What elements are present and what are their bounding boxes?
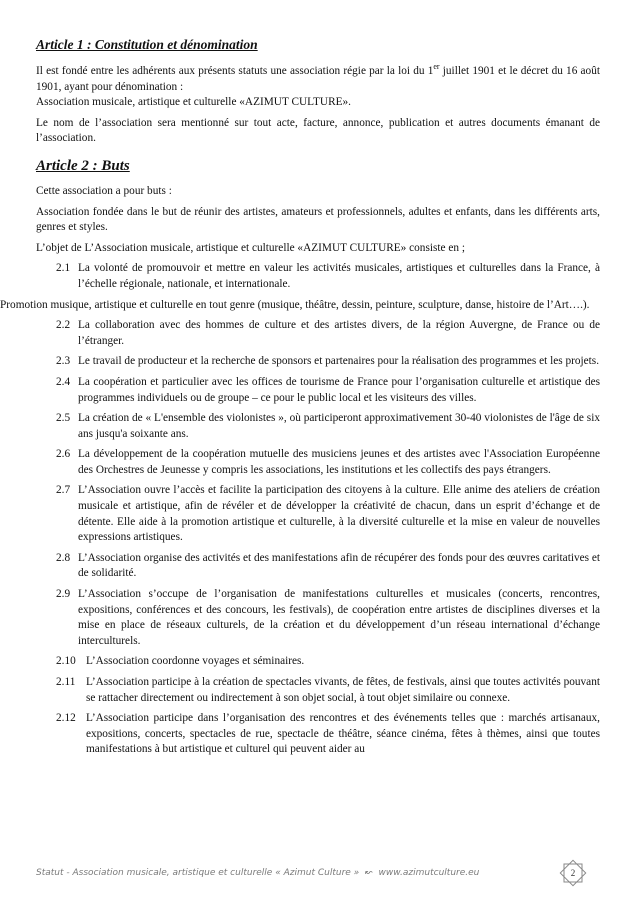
- article-1-title: Article 1 : Constitution et dénomination: [36, 37, 258, 52]
- list-item: 2.10 L’Association coordonne voyages et séminaires.: [56, 655, 305, 668]
- document-body: [0, 36, 601, 763]
- list-item: 2.7 L’Association ouvre l’accès et facilite la participation des citoyens à la culture. Elle anime des ateliers de création musicale et artistique, afin de révéler et de développer la créativité de chacun, dans un esprit d’échange et de détente. Elle aide à la promotion artistique et culturelle, à la diversité culturelle et la mise en valeur de nouvelles expressions artistiques.: [56, 484, 600, 544]
- list-item: 2.6 La développement de la coopération mutuelle des musiciens jeunes et des artistes avec l'Association Européenne des Orchestres de Jeunesse y compris les associations, les institutions et les collectifs des pays étrangers.: [56, 448, 600, 476]
- list-item: 2.3 Le travail de producteur et la recherche de sponsors et partenaires pour la réalisation des programmes et les projets.: [56, 355, 600, 368]
- list-item: 2.4 La coopération et particulier avec les offices de tourisme de France pour l’organisation culturelle et artistique des programmes individuels ou de groupe – ce pour le public local et les visiteurs des villes.: [56, 375, 600, 404]
- list-item: 2.9 L’Association s’occupe de l’organisation de manifestations culturelles et musicales (concerts, rencontres, expositions, conférences et des concours, les festivals), de coopération entre artistes de disciplines diverses et la mise en place de réseaux culturels, de la création et du développement d’un réseau international d’échange interculturels.: [56, 588, 600, 647]
- article-2-paragraph-1: Association fondée dans le but de réunir des artistes, amateurs et professionnels, adultes et enfants, dans les différents arts, genres et styles.: [36, 205, 600, 234]
- promotion-paragraph: Promotion musique, artistique et culturelle en tout genre (musique, théâtre, dessin, peinture, sculpture, danse, histoire de l’Art….).: [0, 298, 590, 311]
- list-item: 2.8 L’Association organise des activités et des manifestations afin de récupérer des fonds pour des œuvres caritatives et de solidarité.: [56, 551, 601, 580]
- list-item: 2.2 La collaboration avec des hommes de culture et des artistes divers, de la région Auvergne, de France ou de l’étranger.: [56, 319, 600, 347]
- association-name-line: Association musicale, artistique et culturelle «AZIMUT CULTURE».: [36, 96, 351, 109]
- article-1-paragraph-1: Il est fondé entre les adhérents aux présents statuts une association régie par la loi du 1er juillet 1901 et le décret du 16 août 1901, ayant pour dénomination : Association musicale, artistique et culturelle «AZIMUT CULTURE».: [36, 62, 600, 109]
- list-item: 2.1 La volonté de promouvoir et mettre en valeur les activités musicales, artistiques et culturelles dans la France, à l’échelle régionale, nationale, et internationale.: [56, 262, 600, 290]
- page-number: 2: [570, 868, 576, 878]
- article-1-paragraph-2: Le nom de l’association sera mentionné sur tout acte, facture, annonce, publication et autres documents émanant de l’association.: [36, 116, 600, 145]
- list-item: 2.11 L’Association participe à la création de spectacles vivants, de fêtes, de festivals, ainsi que toutes activités pouvant se rattacher directement ou indirectement à son objet social, à tout objet similaire ou connexe.: [56, 676, 600, 704]
- page-number-badge: [558, 858, 588, 888]
- curly-arrow-icon: ↜: [365, 868, 373, 878]
- article-2-paragraph-2: L’objet de L’Association musicale, artistique et culturelle «AZIMUT CULTURE» consiste en ;: [36, 241, 465, 254]
- footer-url[interactable]: www.azimutculture.eu: [378, 868, 480, 878]
- list-item: 2.12 L’Association participe dans l’organisation des rencontres et des événements telles que : marchés artisanaux, expositions, concerts, spectacles de rue, spectacle de théâtre, séance cinéma, fêtes à thèmes, ainsi que toutes manifestations à but artistique et culturel qui peuvent aider au: [56, 712, 600, 756]
- article-2-title: Article 2 : Buts: [36, 157, 130, 174]
- page-footer: [36, 865, 602, 881]
- article-2-intro: Cette association a pour buts :: [36, 184, 172, 197]
- footer-text: Statut - Association musicale, artistique et culturelle « Azimut Culture »: [36, 868, 360, 878]
- list-item: 2.5 La création de « L'ensemble des violonistes », où participeront approximativement 30-40 violonistes de l'âge de six ans jusqu'a soixante ans.: [56, 412, 600, 440]
